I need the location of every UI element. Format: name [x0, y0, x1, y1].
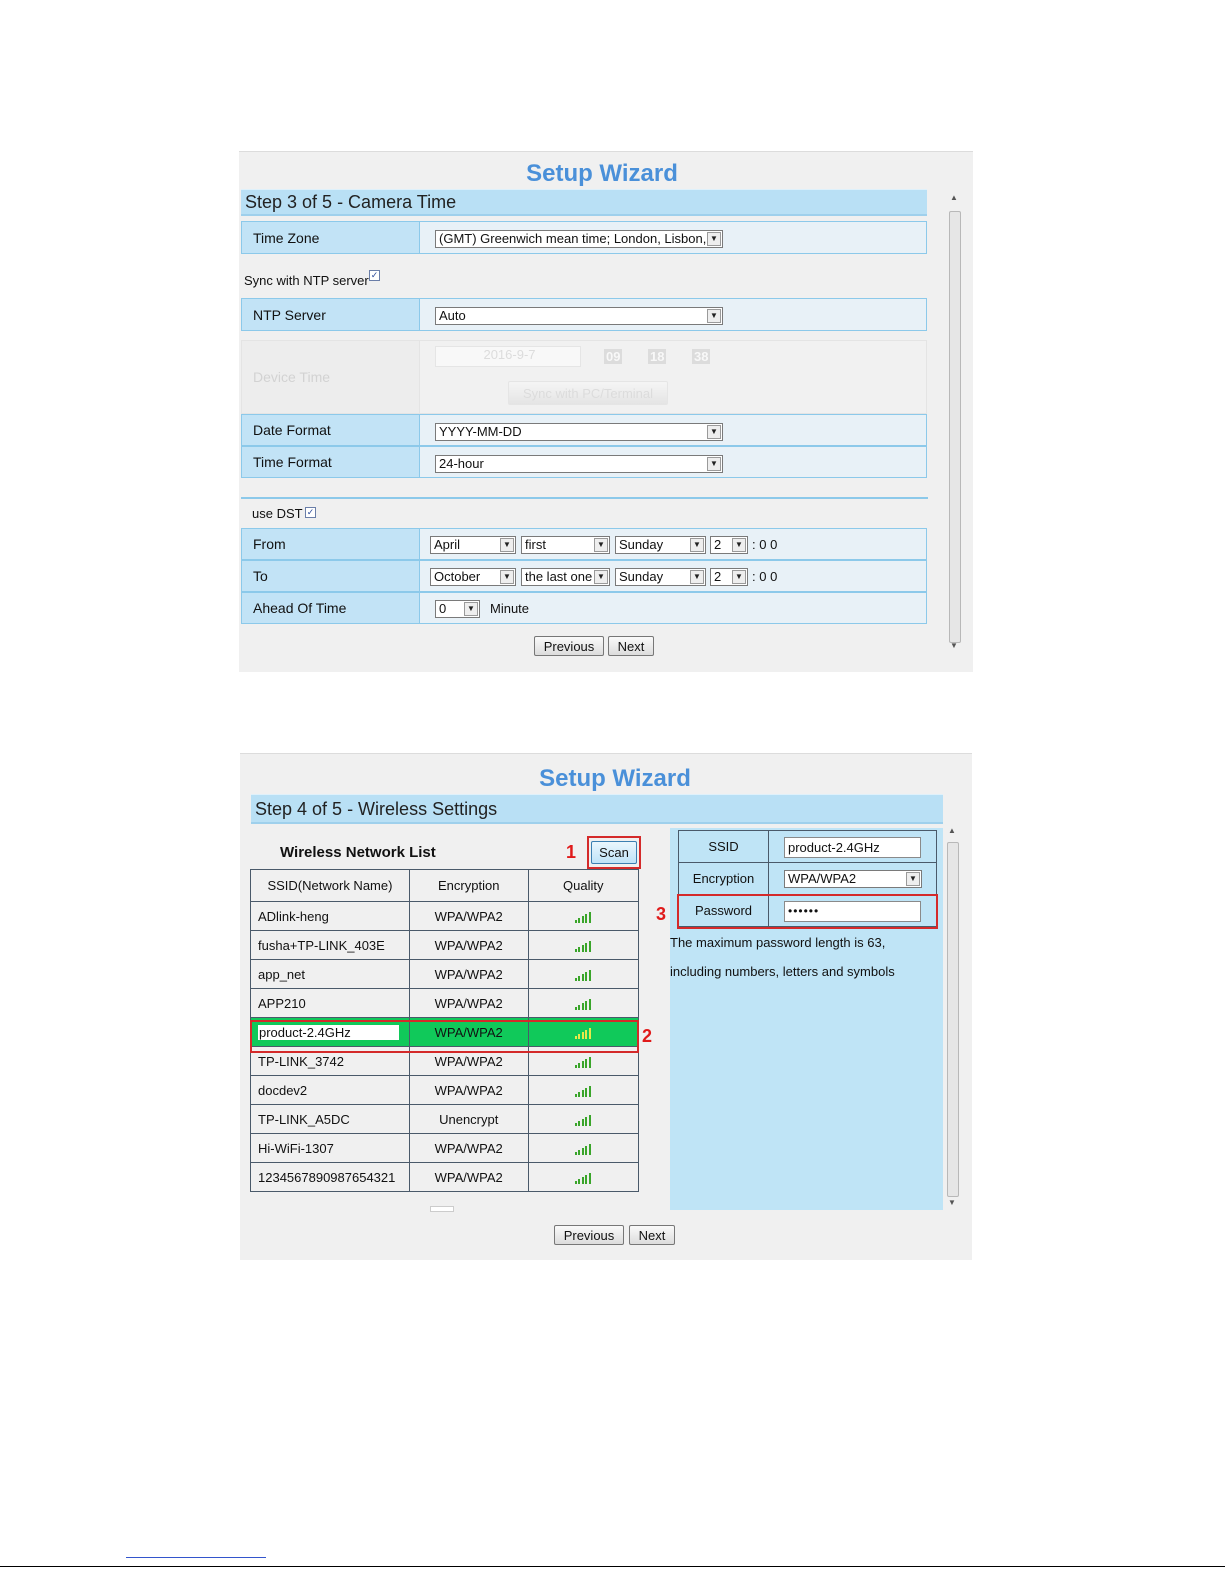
- network-ssid: [251, 1105, 410, 1134]
- network-quality: [528, 1134, 638, 1163]
- chevron-down-icon: ▼: [707, 425, 721, 439]
- date-format-label: Date Format: [242, 415, 420, 445]
- table-row[interactable]: [251, 902, 639, 931]
- password-hint-line1: The maximum password length is 63,: [670, 935, 886, 950]
- scrollbar[interactable]: [946, 189, 963, 654]
- network-encryption: Unencrypt: [409, 1105, 528, 1134]
- from-hour-value: 2: [714, 537, 722, 552]
- time-format-value: 24-hour: [439, 456, 484, 471]
- from-day-value: Sunday: [619, 537, 664, 552]
- network-ssid-text: APP210: [258, 995, 306, 1011]
- date-format-select[interactable]: [435, 423, 723, 441]
- table-row[interactable]: [251, 1163, 639, 1192]
- ahead-value: 0: [439, 601, 447, 616]
- to-month-select[interactable]: [430, 568, 516, 586]
- chevron-down-icon: ▼: [707, 457, 721, 471]
- ahead-of-time-row: [241, 592, 927, 624]
- network-encryption: WPA/WPA2: [409, 1047, 528, 1076]
- network-ssid: [251, 902, 410, 931]
- signal-strength-icon: [575, 1114, 592, 1126]
- sync-ntp-label: Sync with NTP server: [244, 273, 369, 288]
- ssid-input[interactable]: product-2.4GHz: [784, 837, 921, 858]
- step-header: Step 4 of 5 - Wireless Settings: [251, 794, 943, 824]
- network-encryption: WPA/WPA2: [409, 1134, 528, 1163]
- footer-link-underline: [126, 1557, 266, 1558]
- network-quality: [528, 1163, 638, 1192]
- col-ssid-header: SSID(Network Name): [251, 870, 410, 902]
- to-day-select[interactable]: [615, 568, 706, 586]
- time-zone-value: (GMT) Greenwich mean time; London, Lisbon,: [439, 231, 707, 246]
- network-ssid: [251, 1076, 410, 1105]
- from-month-select[interactable]: [430, 536, 516, 554]
- network-ssid: [251, 1134, 410, 1163]
- use-dst-checkbox[interactable]: ✓: [306, 507, 315, 517]
- col-quality-header: Quality: [528, 870, 638, 902]
- network-quality: [528, 1105, 638, 1134]
- network-encryption: WPA/WPA2: [409, 960, 528, 989]
- chevron-down-icon: ▼: [906, 872, 920, 886]
- step-header: Step 3 of 5 - Camera Time: [241, 189, 927, 216]
- ntp-server-value: Auto: [439, 308, 466, 323]
- scroll-down-icon[interactable]: ▼: [950, 641, 958, 650]
- ahead-unit: Minute: [490, 601, 530, 616]
- network-ssid-text: app_net: [258, 966, 305, 982]
- time-zone-row: [241, 221, 927, 254]
- table-header: [251, 870, 639, 902]
- signal-strength-icon: [575, 998, 592, 1010]
- scroll-up-icon[interactable]: ▲: [948, 826, 956, 835]
- table-row[interactable]: [251, 1134, 639, 1163]
- setup-wizard-wireless-panel: [240, 753, 972, 1260]
- scroll-thumb[interactable]: [949, 211, 961, 643]
- table-row[interactable]: [251, 1076, 639, 1105]
- chevron-down-icon: ▼: [732, 570, 746, 584]
- previous-button[interactable]: Previous: [534, 636, 604, 656]
- network-ssid: [251, 989, 410, 1018]
- ahead-select[interactable]: [435, 600, 480, 618]
- network-encryption: WPA/WPA2: [409, 1163, 528, 1192]
- dst-from-row: [241, 528, 927, 560]
- from-week-value: first: [525, 537, 546, 552]
- time-zone-label: Time Zone: [242, 222, 420, 253]
- chevron-down-icon: ▼: [594, 570, 608, 584]
- wizard-title: Setup Wizard: [539, 765, 691, 792]
- device-minute: 18: [650, 349, 665, 364]
- to-day-value: Sunday: [619, 569, 664, 584]
- table-row[interactable]: [251, 931, 639, 960]
- password-input[interactable]: ••••••: [784, 901, 921, 922]
- selected-network-highlight: [250, 1020, 639, 1053]
- signal-strength-icon: [575, 1056, 592, 1068]
- chevron-down-icon: ▼: [690, 570, 704, 584]
- network-ssid-text: product-2.4GHz: [258, 1025, 399, 1040]
- sync-ntp-checkbox[interactable]: ✓: [370, 270, 379, 280]
- network-ssid: [251, 1163, 410, 1192]
- dst-to-label: To: [242, 561, 420, 591]
- network-ssid-text: fusha+TP-LINK_403E: [258, 937, 385, 953]
- chevron-down-icon: ▼: [732, 538, 746, 552]
- device-time-label: Device Time: [242, 341, 420, 413]
- encryption-value: WPA/WPA2: [788, 871, 857, 886]
- table-row[interactable]: [251, 1105, 639, 1134]
- network-quality: [528, 1076, 638, 1105]
- network-encryption: WPA/WPA2: [409, 989, 528, 1018]
- wireless-list-title: Wireless Network List: [280, 844, 436, 861]
- network-quality: [528, 931, 638, 960]
- scroll-down-icon[interactable]: ▼: [948, 1198, 956, 1207]
- marker-3: 3: [656, 904, 667, 924]
- to-week-select[interactable]: [521, 568, 610, 586]
- col-encryption-header: Encryption: [409, 870, 528, 902]
- chevron-down-icon: ▼: [594, 538, 608, 552]
- ntp-server-row: [241, 298, 927, 331]
- date-format-row: [241, 414, 927, 446]
- next-button[interactable]: Next: [629, 1225, 675, 1245]
- network-ssid-text: TP-LINK_3742: [258, 1053, 344, 1069]
- previous-button[interactable]: Previous: [554, 1225, 624, 1245]
- ssid-cell: [769, 831, 937, 863]
- to-hour-select[interactable]: [710, 568, 748, 586]
- time-format-row: [241, 446, 927, 478]
- signal-strength-icon: [575, 940, 592, 952]
- network-encryption: WPA/WPA2: [409, 902, 528, 931]
- password-hint-line2: including numbers, letters and symbols: [670, 964, 895, 979]
- network-encryption: WPA/WPA2: [409, 1076, 528, 1105]
- password-highlight: [677, 894, 938, 929]
- scroll-up-icon[interactable]: ▲: [950, 193, 958, 202]
- signal-strength-icon: [575, 911, 592, 923]
- table-row[interactable]: [251, 989, 639, 1018]
- chevron-down-icon: ▼: [464, 602, 478, 616]
- network-ssid: [251, 931, 410, 960]
- encryption-select[interactable]: [784, 870, 922, 888]
- signal-strength-icon: [575, 1143, 592, 1155]
- time-zone-select[interactable]: [435, 230, 723, 248]
- network-ssid-text: TP-LINK_A5DC: [258, 1111, 350, 1127]
- table-scroll-stub: [430, 1206, 454, 1212]
- scroll-thumb[interactable]: [947, 842, 959, 1197]
- network-ssid-text: ADlink-heng: [258, 908, 329, 924]
- scrollbar[interactable]: [944, 824, 961, 1212]
- to-month-value: October: [434, 569, 481, 584]
- ntp-server-select[interactable]: [435, 307, 723, 325]
- setup-wizard-time-panel: [239, 151, 973, 672]
- scan-button[interactable]: Scan: [591, 841, 637, 864]
- sync-pc-button: Sync with PC/Terminal: [508, 381, 668, 405]
- chevron-down-icon: ▼: [500, 570, 514, 584]
- signal-strength-icon: [575, 1172, 592, 1184]
- from-day-select[interactable]: [615, 536, 706, 554]
- from-week-select[interactable]: [521, 536, 610, 554]
- signal-strength-icon: [575, 969, 592, 981]
- network-ssid-text: Hi-WiFi-1307: [258, 1140, 334, 1156]
- to-week-value: the last one: [525, 569, 593, 584]
- chevron-down-icon: ▼: [707, 309, 721, 323]
- device-date-field: 2016-9-7: [435, 346, 581, 367]
- network-ssid-text: docdev2: [258, 1082, 308, 1098]
- next-button[interactable]: Next: [608, 636, 654, 656]
- divider: [241, 497, 928, 499]
- network-ssid-text: 1234567890987654321: [258, 1169, 396, 1185]
- device-second: 38: [694, 349, 709, 364]
- dst-to-row: [241, 560, 927, 592]
- network-ssid: [251, 960, 410, 989]
- to-hour-value: 2: [714, 569, 722, 584]
- time-format-select[interactable]: [435, 455, 723, 473]
- dst-from-label: From: [242, 529, 420, 559]
- network-quality: [528, 960, 638, 989]
- signal-strength-icon: [575, 1085, 592, 1097]
- device-time-row: [241, 340, 927, 414]
- use-dst-label: use DST: [252, 506, 303, 521]
- from-month-value: April: [434, 537, 461, 552]
- chevron-down-icon: ▼: [690, 538, 704, 552]
- network-encryption: WPA/WPA2: [409, 931, 528, 960]
- encryption-label: Encryption: [679, 863, 769, 895]
- ssid-label: SSID: [679, 831, 769, 863]
- chevron-down-icon: ▼: [500, 538, 514, 552]
- encryption-cell: [769, 863, 937, 895]
- footer-rule: [0, 1566, 1225, 1567]
- ntp-server-label: NTP Server: [242, 299, 420, 330]
- marker-2: 2: [642, 1026, 653, 1046]
- ahead-of-time-label: Ahead Of Time: [242, 593, 420, 623]
- from-suffix: : 0 0: [752, 537, 778, 552]
- network-quality: [528, 902, 638, 931]
- time-format-label: Time Format: [242, 447, 420, 477]
- network-encryption: WPA/WPA2: [409, 1018, 528, 1047]
- table-row[interactable]: [251, 960, 639, 989]
- from-hour-select[interactable]: [710, 536, 748, 554]
- date-format-value: YYYY-MM-DD: [439, 424, 522, 439]
- device-hour: 09: [606, 349, 621, 364]
- chevron-down-icon: ▼: [707, 232, 721, 246]
- wizard-title: Setup Wizard: [526, 160, 678, 187]
- network-quality: [528, 989, 638, 1018]
- password-label: Password: [679, 895, 769, 927]
- to-suffix: : 0 0: [752, 569, 778, 584]
- marker-1: 1: [566, 842, 577, 862]
